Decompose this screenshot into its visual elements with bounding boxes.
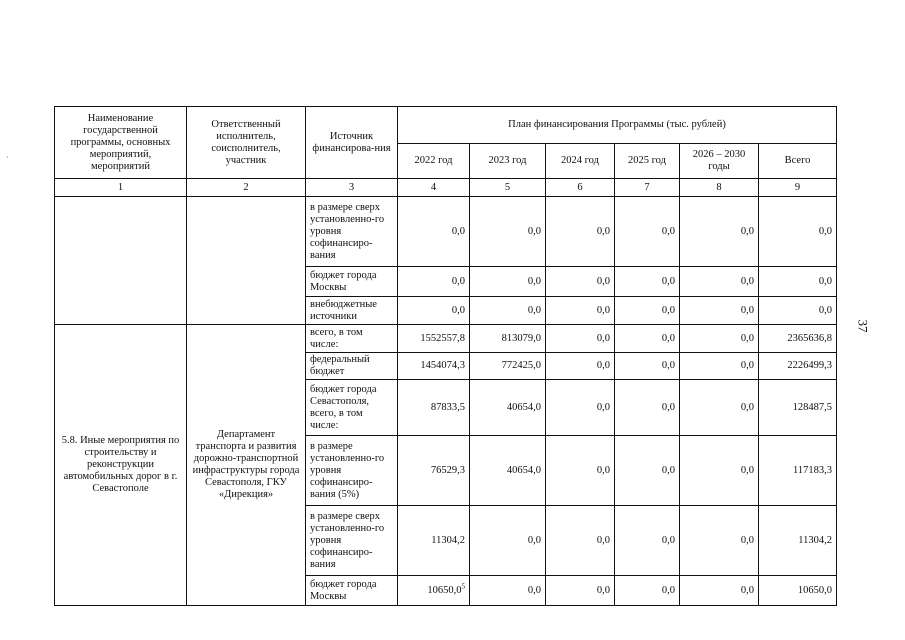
- header-plan: План финансирования Программы (тыс. рублей): [398, 107, 837, 144]
- value-cell: 0,0: [680, 436, 759, 506]
- header-executor: Ответственный исполнитель, соисполнитель, участник: [187, 107, 306, 179]
- value-cell: 2365636,8: [759, 325, 837, 353]
- value-cell: 0,0: [615, 297, 680, 325]
- value-cell: 0,0: [615, 436, 680, 506]
- item-name-cell: 5.8. Иные мероприятия по строительству и реконструкции автомобильных дорог в г. Севастополе: [55, 325, 187, 606]
- source-cell: федеральный бюджет: [306, 353, 398, 380]
- value-cell: 0,0: [546, 353, 615, 380]
- header-year: 2023 год: [470, 144, 546, 179]
- value-cell: 40654,0: [470, 380, 546, 436]
- source-cell: всего, в том числе:: [306, 325, 398, 353]
- value-cell: 0,0: [546, 267, 615, 297]
- value-cell: 0,0: [680, 353, 759, 380]
- header-source: Источник финансирова-ния: [306, 107, 398, 179]
- value-cell: 76529,3: [398, 436, 470, 506]
- value-cell: [398, 576, 470, 606]
- footnote-mark: 5: [461, 582, 465, 590]
- column-number: 1: [55, 179, 187, 197]
- column-number: 8: [680, 179, 759, 197]
- value-cell: 0,0: [398, 297, 470, 325]
- value-cell: 0,0: [546, 297, 615, 325]
- value-cell: 40654,0: [470, 436, 546, 506]
- column-number: 3: [306, 179, 398, 197]
- page-number: 37: [855, 319, 871, 333]
- value-text: 10650,0: [427, 584, 462, 596]
- empty-name-cell: [55, 197, 187, 325]
- value-cell: 0,0: [680, 380, 759, 436]
- value-cell: 0,0: [470, 297, 546, 325]
- value-cell: 0,0: [546, 436, 615, 506]
- value-cell: 0,0: [470, 197, 546, 267]
- header-year: 2025 год: [615, 144, 680, 179]
- header-total: Всего: [759, 144, 837, 179]
- value-cell: 0,0: [398, 197, 470, 267]
- table-row: [55, 197, 837, 267]
- column-number-row: [55, 179, 837, 197]
- source-cell: бюджет города Севастополя, всего, в том числе:: [306, 380, 398, 436]
- header-row-1: [55, 107, 837, 144]
- value-cell: 0,0: [470, 576, 546, 606]
- value-cell: 0,0: [759, 267, 837, 297]
- value-cell: 0,0: [615, 325, 680, 353]
- column-number: 5: [470, 179, 546, 197]
- value-cell: 0,0: [680, 197, 759, 267]
- item-executor-cell: Департамент транспорта и развития дорожно-транспортной инфраструктуры города Севастополя, ГКУ «Дирекция»: [187, 325, 306, 606]
- column-number: 7: [615, 179, 680, 197]
- scan-mark: ·: [6, 153, 9, 162]
- value-cell: 0,0: [680, 325, 759, 353]
- value-cell: 87833,5: [398, 380, 470, 436]
- header-year: 2024 год: [546, 144, 615, 179]
- source-cell: бюджет города Москвы: [306, 267, 398, 297]
- value-cell: 0,0: [615, 267, 680, 297]
- value-cell: 0,0: [546, 380, 615, 436]
- value-cell: 11304,2: [759, 506, 837, 576]
- value-cell: 0,0: [680, 506, 759, 576]
- table-row: [55, 325, 837, 353]
- value-cell: 10650,0: [759, 576, 837, 606]
- value-cell: 0,0: [615, 197, 680, 267]
- column-number: 2: [187, 179, 306, 197]
- source-cell: в размере сверх установленно-го уровня софинансиро-вания: [306, 506, 398, 576]
- value-cell: 2226499,3: [759, 353, 837, 380]
- source-cell: бюджет города Москвы: [306, 576, 398, 606]
- column-number: 9: [759, 179, 837, 197]
- value-cell: 772425,0: [470, 353, 546, 380]
- value-cell: 1454074,3: [398, 353, 470, 380]
- header-year: 2026 – 2030 годы: [680, 144, 759, 179]
- column-number: 6: [546, 179, 615, 197]
- value-cell: 0,0: [470, 267, 546, 297]
- value-cell: 1552557,8: [398, 325, 470, 353]
- source-cell: в размере сверх установленно-го уровня софинансиро-вания: [306, 197, 398, 267]
- value-cell: 0,0: [759, 297, 837, 325]
- value-cell: 0,0: [470, 506, 546, 576]
- value-cell: 0,0: [546, 325, 615, 353]
- value-cell: 11304,2: [398, 506, 470, 576]
- value-cell: 0,0: [680, 267, 759, 297]
- value-cell: 0,0: [546, 197, 615, 267]
- header-name: Наименование государственной программы, основных мероприятий, мероприятий: [55, 107, 187, 179]
- value-cell: 0,0: [546, 576, 615, 606]
- value-cell: 0,0: [680, 576, 759, 606]
- value-cell: 0,0: [680, 297, 759, 325]
- source-cell: внебюджетные источники: [306, 297, 398, 325]
- value-cell: 0,0: [398, 267, 470, 297]
- column-number: 4: [398, 179, 470, 197]
- value-cell: 0,0: [615, 506, 680, 576]
- source-cell: в размере установленно-го уровня софинансиро-вания (5%): [306, 436, 398, 506]
- financing-table: [54, 106, 837, 606]
- value-cell: 0,0: [615, 380, 680, 436]
- value-cell: 0,0: [615, 576, 680, 606]
- value-cell: 0,0: [759, 197, 837, 267]
- value-cell: 117183,3: [759, 436, 837, 506]
- value-cell: 128487,5: [759, 380, 837, 436]
- value-cell: 0,0: [546, 506, 615, 576]
- value-cell: 813079,0: [470, 325, 546, 353]
- value-cell: 0,0: [615, 353, 680, 380]
- header-year: 2022 год: [398, 144, 470, 179]
- empty-executor-cell: [187, 197, 306, 325]
